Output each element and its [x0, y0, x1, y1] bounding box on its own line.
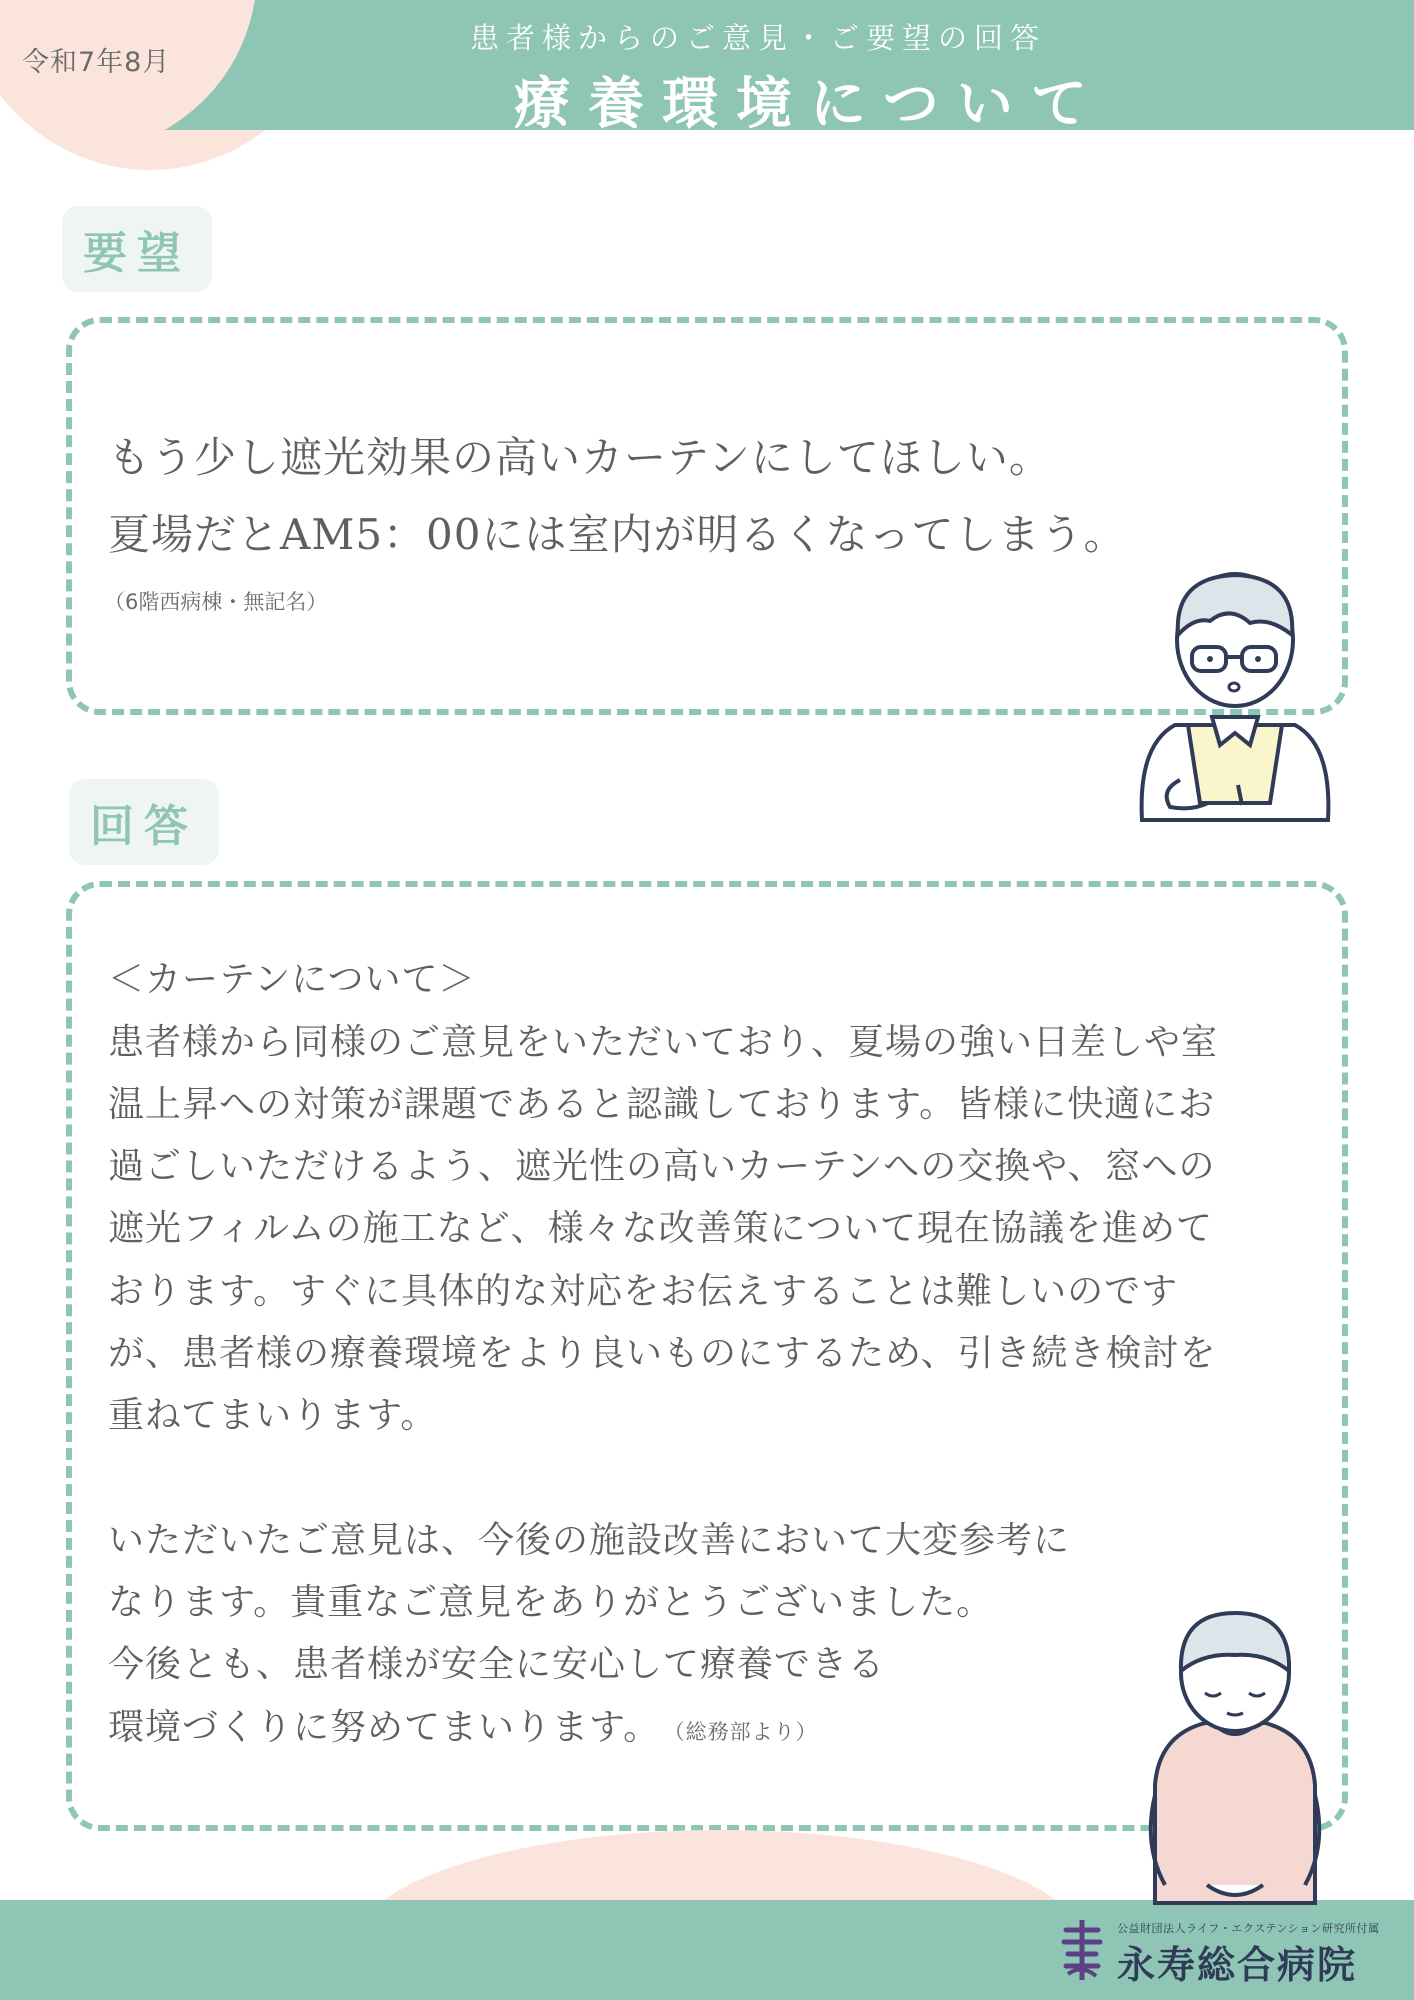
request-source: （6階西病棟・無記名）: [104, 590, 328, 614]
request-text-line: 夏場だとAM5：00には室内が明るくなってしまう。: [108, 510, 1127, 559]
hospital-name: 永寿総合病院: [1117, 1943, 1358, 1987]
answer-text-line: [108, 1699, 818, 1750]
answer-closing-text: 環境づくりに努めてまいります。: [108, 1707, 661, 1748]
bowing-staff-illustration: [1135, 1605, 1335, 1905]
answer-text-line: 今後とも、患者様が安全に安心して療養できる: [108, 1644, 886, 1685]
answer-text-line: 重ねてまいります。: [108, 1395, 438, 1436]
org-affiliation: 公益財団法人ライフ・エクステンション研究所付属: [1117, 1922, 1380, 1935]
answer-text-line: 過ごしいただけるよう、遮光性の高いカーテンへの交換や、窓への: [108, 1146, 1216, 1187]
hospital-logo-icon: [1060, 1918, 1104, 1982]
answer-section-tag: 回答: [69, 779, 219, 865]
answer-text-line: 患者様から同様のご意見をいただいており、夏場の強い日差しや室: [108, 1022, 1219, 1063]
answer-text-line: が、患者様の療養環境をより良いものにするため、引き続き検討を: [108, 1333, 1217, 1374]
answer-text-line: いただいたご意見は、今後の施設改善において大変参考に: [108, 1520, 1071, 1561]
answer-text-line: 温上昇への対策が課題であると認識しております。皆様に快適にお: [108, 1084, 1216, 1125]
request-text-line: もう少し遮光効果の高いカーテンにしてほしい。: [108, 433, 1052, 482]
answer-text-line: おります。すぐに具体的な対応をお伝えすることは難しいのです: [108, 1271, 1179, 1312]
concerned-man-illustration: [1130, 565, 1340, 825]
answer-text-line: なります。貴重なご意見をありがとうございました。: [108, 1582, 994, 1623]
request-section-tag: 要望: [62, 206, 212, 292]
page-title: 療養環境について: [514, 72, 1105, 137]
answer-text-line: ＜カーテンについて＞: [108, 959, 476, 1000]
header-subtitle: 患者様からのご意見・ご要望の回答: [470, 21, 1047, 55]
answer-text-line: 遮光フィルムの施工など、様々な改善策について現在協議を進めて: [108, 1208, 1213, 1249]
issue-date: 令和7年8月: [22, 47, 171, 78]
answer-source: （総務部より）: [674, 1720, 818, 1744]
